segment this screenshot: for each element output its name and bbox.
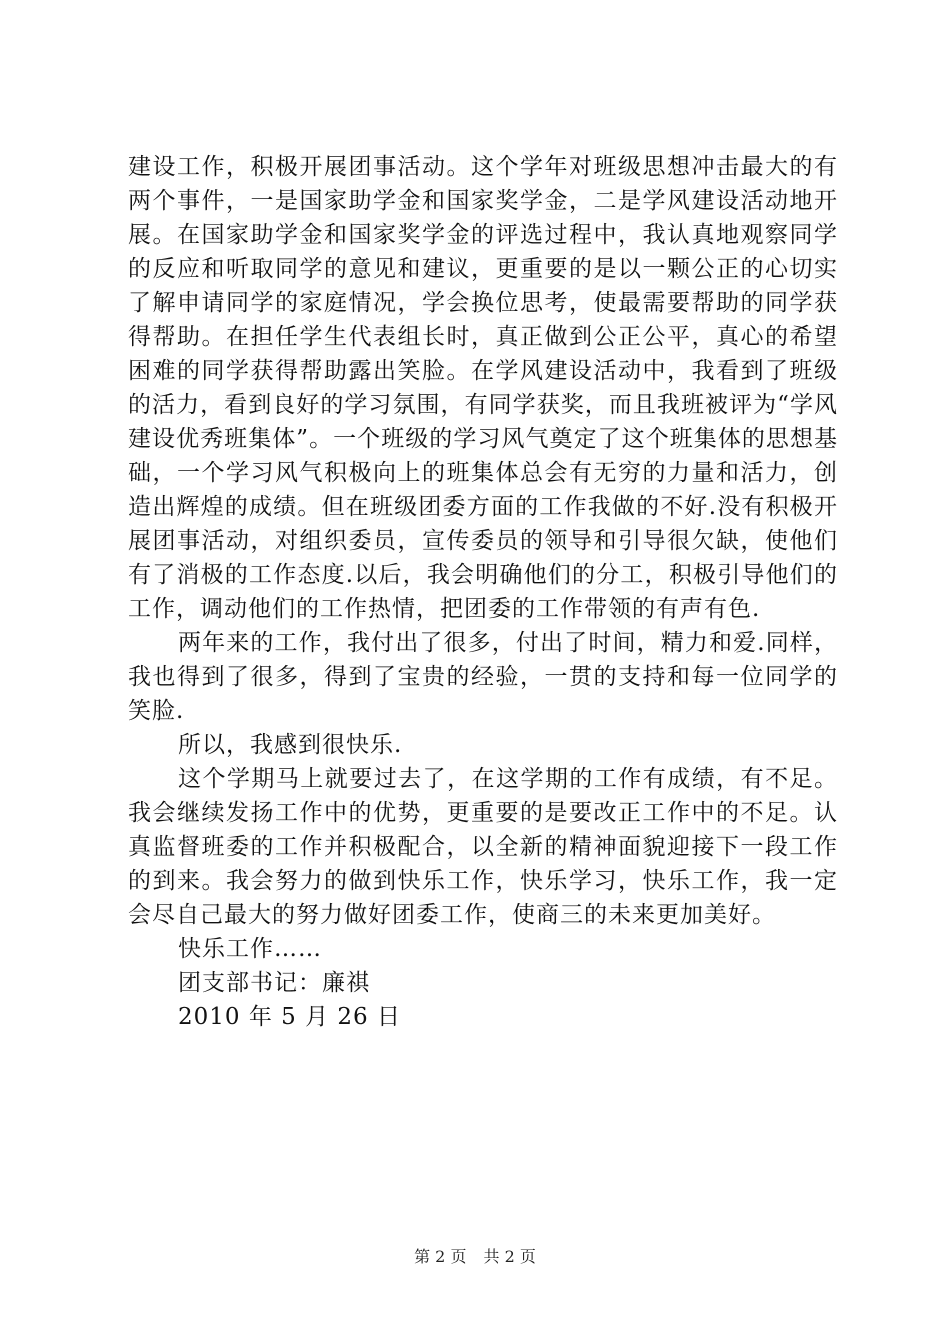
date-line: 2010 年 5 月 26 日 (178, 1004, 401, 1030)
closing-motto: 快乐工作…… (178, 936, 322, 962)
page-total: 共 2 页 (483, 1247, 536, 1266)
signature-line: 团支部书记：廉祺 (178, 970, 370, 996)
page-number: 第 2 页 (414, 1247, 467, 1266)
paragraph-2: 两年来的工作，我付出了很多，付出了时间，精力和爱.同样，我也得到了很多，得到了宝贵的经验，一贯的支持和每一位同学的笑脸. (128, 630, 838, 724)
paragraph-1: 建设工作，积极开展团事活动。这个学年对班级思想冲击最大的有两个事件，一是国家助学金和国家奖学金，二是学风建设活动地开展。在国家助学金和国家奖学金的评选过程中，我认真地观察同学的反应和听取同学的意见和建议，更重要的是以一颗公正的心切实了解申请同学的家庭情况，学会换位思考，使最需要帮助的同学获得帮助。在担任学生代表组长时，真正做到公正公平，真心的希望困难的同学获得帮助露出笑脸。在学风建设活动中，我看到了班级的活力，看到良好的学习氛围，有同学获奖，而且我班被评为“学风建设优秀班集体”。一个班级的学习风气奠定了这个班集体的思想基础，一个学习风气积极向上的班集体总会有无穷的力量和活力，创造出辉煌的成绩。但在班级团委方面的工作我做的不好.没有积极开展团事活动，对组织委员，宣传委员的领导和引导很欠缺，使他们有了消极的工作态度.以后，我会明确他们的分工，积极引导他们的工作，调动他们的工作热情，把团委的工作带领的有声有色. (128, 154, 838, 622)
paragraph-4: 这个学期马上就要过去了，在这学期的工作有成绩，有不足。我会继续发扬工作中的优势，更重要的是要改正工作中的不足。认真监督班委的工作并积极配合，以全新的精神面貌迎接下一段工作的到来。我会努力的做到快乐工作，快乐学习，快乐工作，我一定会尽自己最大的努力做好团委工作，使商三的未来更加美好。 (128, 766, 838, 928)
paragraph-3: 所以，我感到很快乐. (178, 732, 403, 758)
document-body (128, 150, 838, 1034)
page-footer (0, 1244, 950, 1267)
